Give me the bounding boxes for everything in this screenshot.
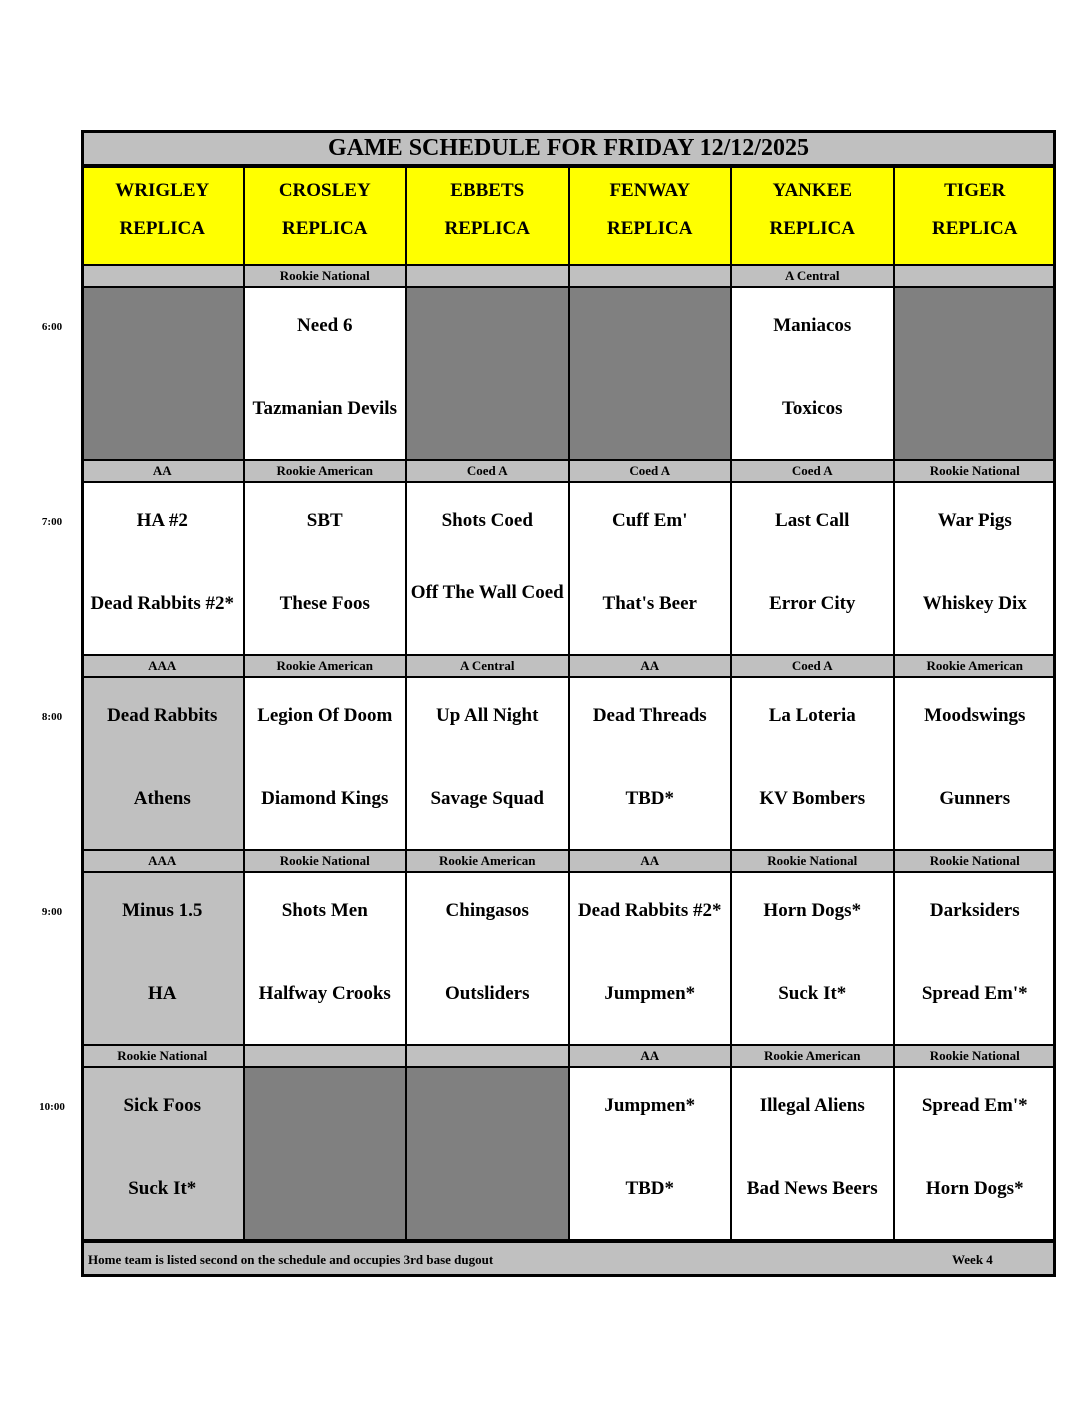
division-label: Rookie American	[731, 1045, 894, 1067]
away-team: Dead Rabbits	[107, 705, 218, 726]
home-team: Outsliders	[445, 983, 530, 1004]
field-subtitle: REPLICA	[119, 218, 205, 239]
game-cell	[894, 1067, 1057, 1240]
division-label: Rookie National	[81, 1045, 244, 1067]
away-team: SBT	[306, 510, 343, 531]
home-team: Error City	[769, 593, 856, 614]
home-team: Suck It*	[128, 1178, 197, 1199]
home-team: Spread Em'*	[921, 983, 1028, 1004]
game-cell	[244, 287, 407, 460]
away-team: Moodswings	[924, 705, 1026, 726]
field-name: EBBETS	[450, 180, 525, 201]
time-label: 7:00	[41, 516, 63, 528]
schedule-table	[81, 130, 1056, 1277]
division-label: Rookie National	[894, 1045, 1057, 1067]
home-team: HA	[148, 983, 177, 1004]
home-team: Dead Rabbits #2*	[90, 593, 235, 614]
field-name: FENWAY	[609, 180, 691, 201]
home-team: Diamond Kings	[261, 788, 389, 809]
field-subtitle: REPLICA	[931, 218, 1018, 239]
home-team: Athens	[133, 788, 191, 809]
away-team: Shots Coed	[441, 510, 533, 531]
division-label: Rookie American	[244, 460, 407, 482]
game-cell	[894, 677, 1057, 850]
division-label	[406, 1045, 569, 1067]
division-label: Rookie National	[894, 850, 1057, 872]
game-cell	[244, 872, 407, 1045]
away-team: Maniacos	[773, 315, 852, 336]
division-label: AA	[569, 1045, 732, 1067]
division-label: Rookie National	[894, 460, 1057, 482]
away-team: Minus 1.5	[122, 900, 203, 921]
game-cell	[569, 1067, 732, 1240]
field-name: TIGER	[944, 180, 1006, 201]
away-team: Shots Men	[281, 900, 368, 921]
empty-game-slot	[894, 287, 1057, 460]
empty-game-slot	[81, 287, 244, 460]
game-cell	[81, 872, 244, 1045]
home-team: Savage Squad	[430, 788, 545, 809]
game-cell	[569, 872, 732, 1045]
game-cell	[244, 482, 407, 655]
field-header-ebbets	[406, 167, 569, 265]
home-team: Tazmanian Devils	[252, 398, 397, 419]
week-label: Week 4	[952, 1252, 993, 1267]
division-label: Coed A	[569, 460, 732, 482]
division-label: AA	[81, 460, 244, 482]
division-label: Rookie American	[406, 850, 569, 872]
game-cell	[569, 482, 732, 655]
away-team: Jumpmen*	[604, 1095, 696, 1116]
field-subtitle: REPLICA	[606, 218, 693, 239]
division-label	[81, 265, 244, 287]
field-header-crosley	[244, 167, 407, 265]
away-team: Sick Foos	[123, 1095, 202, 1116]
game-cell	[731, 1067, 894, 1240]
time-label: 9:00	[41, 906, 63, 918]
division-label: Rookie National	[244, 265, 407, 287]
away-team: Darksiders	[929, 900, 1020, 921]
field-subtitle: REPLICA	[281, 218, 368, 239]
home-team: These Foos	[279, 593, 370, 614]
division-label: Rookie National	[244, 850, 407, 872]
division-label	[894, 265, 1057, 287]
game-cell	[731, 872, 894, 1045]
game-cell	[406, 872, 569, 1045]
home-team: Bad News Beers	[746, 1178, 878, 1199]
away-team: Up All Night	[436, 705, 539, 726]
home-team: Toxicos	[781, 398, 843, 419]
field-name: YANKEE	[772, 180, 853, 201]
game-cell	[81, 1067, 244, 1240]
field-subtitle: REPLICA	[769, 218, 855, 239]
away-team: War Pigs	[937, 510, 1012, 531]
division-label: A Central	[406, 655, 569, 677]
division-label: AA	[569, 850, 732, 872]
home-team: Jumpmen*	[604, 983, 696, 1004]
home-team: That's Beer	[602, 593, 697, 614]
game-cell	[731, 677, 894, 850]
field-name: WRIGLEY	[115, 180, 210, 201]
game-cell	[731, 287, 894, 460]
game-cell	[406, 677, 569, 850]
division-label: Rookie American	[894, 655, 1057, 677]
game-cell	[569, 677, 732, 850]
division-label: AAA	[81, 655, 244, 677]
time-label: 8:00	[41, 711, 63, 723]
division-label: AA	[569, 655, 732, 677]
empty-game-slot	[406, 287, 569, 460]
game-cell	[244, 677, 407, 850]
field-header-fenway	[569, 167, 732, 265]
division-label	[406, 265, 569, 287]
away-team: Need 6	[297, 315, 353, 336]
home-team: TBD*	[625, 788, 675, 809]
away-team: Dead Rabbits #2*	[577, 900, 722, 921]
home-team: Gunners	[939, 788, 1011, 809]
away-team: Chingasos	[445, 900, 529, 921]
home-team: Suck It*	[778, 983, 847, 1004]
away-team: Horn Dogs*	[763, 900, 862, 921]
home-team: Horn Dogs*	[925, 1178, 1024, 1199]
schedule-title: GAME SCHEDULE FOR FRIDAY 12/12/2025	[81, 130, 1056, 167]
game-cell	[731, 482, 894, 655]
division-label: Rookie American	[244, 655, 407, 677]
time-label: 10:00	[39, 1101, 65, 1113]
division-label: Coed A	[731, 460, 894, 482]
field-header-yankee	[731, 167, 894, 265]
division-label: A Central	[731, 265, 894, 287]
division-label	[244, 1045, 407, 1067]
away-team: Last Call	[775, 510, 850, 531]
division-label	[569, 265, 732, 287]
away-team: Legion Of Doom	[257, 705, 393, 726]
game-cell	[894, 872, 1057, 1045]
game-cell	[894, 482, 1057, 655]
away-team: Dead Threads	[592, 705, 707, 726]
home-team: TBD*	[625, 1178, 675, 1199]
empty-game-slot	[406, 1067, 569, 1240]
away-team: Spread Em'*	[921, 1095, 1028, 1116]
game-cell	[406, 482, 569, 655]
game-cell	[81, 482, 244, 655]
away-team: HA #2	[136, 510, 188, 531]
home-team: KV Bombers	[759, 788, 866, 809]
home-team: Whiskey Dix	[922, 593, 1027, 614]
home-team-note: Home team is listed second on the schedule and occupies 3rd base dugout	[88, 1252, 494, 1267]
away-team: La Loteria	[768, 705, 856, 726]
field-header-tiger	[894, 167, 1057, 265]
home-team: Off The Wall Coed	[410, 582, 564, 603]
division-label: Coed A	[406, 460, 569, 482]
division-label: Coed A	[731, 655, 894, 677]
time-label: 6:00	[41, 321, 63, 333]
division-label: AAA	[81, 850, 244, 872]
home-team: Halfway Crooks	[258, 983, 391, 1004]
game-cell	[81, 677, 244, 850]
field-subtitle: REPLICA	[444, 218, 530, 239]
away-team: Cuff Em'	[612, 510, 688, 531]
division-label: Rookie National	[731, 850, 894, 872]
schedule-footer	[81, 1240, 1056, 1277]
field-name: CROSLEY	[278, 180, 371, 201]
empty-game-slot	[569, 287, 732, 460]
empty-game-slot	[244, 1067, 407, 1240]
away-team: Illegal Aliens	[759, 1095, 865, 1116]
field-header-wrigley	[81, 167, 244, 265]
